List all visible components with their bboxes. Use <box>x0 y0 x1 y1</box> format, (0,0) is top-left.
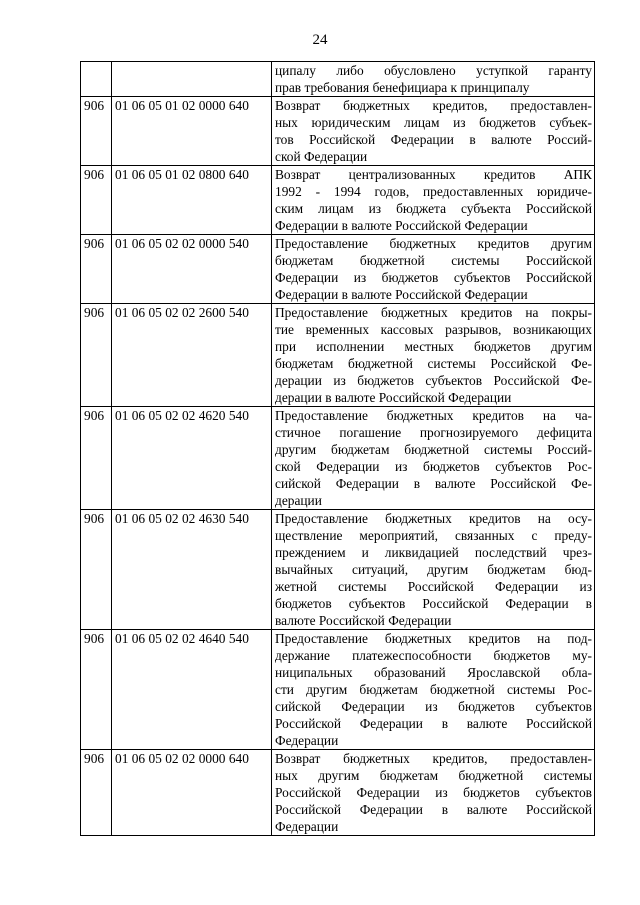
description-line: тие временных кассовых разрывов, возникающих <box>275 322 592 337</box>
table-row <box>81 750 595 836</box>
budget-code-cell: 01 06 05 02 02 4630 540 <box>112 510 272 630</box>
description-cell <box>272 630 595 750</box>
budget-code-cell: 01 06 05 02 02 4640 540 <box>112 630 272 750</box>
description-line: сийской Федерации из бюджетов субъектов <box>275 699 592 714</box>
description-line: Возврат бюджетных кредитов, предоставлен- <box>275 98 592 113</box>
description-line: ществление мероприятий, связанных с преду- <box>275 528 592 543</box>
description-line: ципалу либо обусловлено уступкой гаранту <box>275 63 592 78</box>
budget-code-cell <box>112 62 272 97</box>
description-line: держание платежеспособности бюджетов му- <box>275 648 592 663</box>
description-line: при исполнении местных бюджетов другим <box>275 339 592 354</box>
description-line: Федерации из бюджетов субъектов Российской <box>275 270 592 285</box>
description-line: жетной системы Российской Федерации из <box>275 579 592 594</box>
budget-code-cell: 01 06 05 02 02 4620 540 <box>112 407 272 510</box>
budget-code-cell: 01 06 05 01 02 0800 640 <box>112 166 272 235</box>
description-line: вычайных ситуаций, другим бюджетам бюд- <box>275 562 592 577</box>
description-line: сийской Федерации в валюте Российской Фе- <box>275 476 592 491</box>
description-cell <box>272 304 595 407</box>
table-row <box>81 510 595 630</box>
table-row <box>81 304 595 407</box>
description-line: бюджетам бюджетной системы Российской <box>275 253 592 268</box>
description-cell <box>272 407 595 510</box>
description-line: ниципальных образований Ярославской обла- <box>275 665 592 680</box>
description-line: сти другим бюджетам бюджетной системы Рос- <box>275 682 592 697</box>
description-line: Федерации <box>275 733 339 748</box>
admin-code-cell: 906 <box>81 166 112 235</box>
description-line: Предоставление бюджетных кредитов другим <box>275 236 592 251</box>
table-row <box>81 97 595 166</box>
description-line: преждением и ликвидацией последствий чрез- <box>275 545 592 560</box>
admin-code-cell: 906 <box>81 750 112 836</box>
description-line: Предоставление бюджетных кредитов на под- <box>275 631 592 646</box>
description-line: дерации в валюте Российской Федерации <box>275 390 512 405</box>
description-line: Возврат централизованных кредитов АПК <box>275 167 592 182</box>
description-line: ской Федерации <box>275 149 368 164</box>
description-line: бюджетам бюджетной системы Российской Фе- <box>275 356 592 371</box>
table-row <box>81 630 595 750</box>
budget-code-cell: 01 06 05 02 02 2600 540 <box>112 304 272 407</box>
description-line: 1992 - 1994 годов, предоставленных юридиче- <box>275 184 592 199</box>
description-cell <box>272 62 595 97</box>
admin-code-cell: 906 <box>81 630 112 750</box>
table-row-continuation <box>81 62 595 97</box>
description-line: ных юридическим лицам из бюджетов субъек- <box>275 115 592 130</box>
description-cell <box>272 510 595 630</box>
description-line: стичное погашение прогнозируемого дефицита <box>275 425 592 440</box>
description-cell <box>272 166 595 235</box>
description-line: прав требования бенефициара к принципалу <box>275 80 530 95</box>
description-line: дерации из бюджетов субъектов Российской Фе- <box>275 373 592 388</box>
description-line: Федерации <box>275 819 339 834</box>
description-line: ским лицам из бюджета субъекта Российской <box>275 201 592 216</box>
table-row <box>81 166 595 235</box>
budget-code-cell: 01 06 05 02 02 0000 640 <box>112 750 272 836</box>
description-line: Российской Федерации в валюте Российской <box>275 802 592 817</box>
description-line: Федерации в валюте Российской Федерации <box>275 218 528 233</box>
description-line: Предоставление бюджетных кредитов на осу- <box>275 511 592 526</box>
description-line: тов Российской Федерации в валюте Россий- <box>275 132 592 147</box>
admin-code-cell <box>81 62 112 97</box>
budget-code-cell: 01 06 05 01 02 0000 640 <box>112 97 272 166</box>
admin-code-cell: 906 <box>81 304 112 407</box>
admin-code-cell: 906 <box>81 510 112 630</box>
description-cell <box>272 750 595 836</box>
budget-classification-table <box>80 61 595 836</box>
table-row <box>81 407 595 510</box>
description-line: другим бюджетам бюджетной системы Россий- <box>275 442 592 457</box>
description-line: Предоставление бюджетных кредитов на ча- <box>275 408 592 423</box>
description-line: бюджетов субъектов Российской Федерации в <box>275 596 592 611</box>
description-line: валюте Российской Федерации <box>275 613 452 628</box>
admin-code-cell: 906 <box>81 97 112 166</box>
description-line: Предоставление бюджетных кредитов на покры- <box>275 305 592 320</box>
description-line: Российской Федерации в валюте Российской <box>275 716 592 731</box>
description-line: дерации <box>275 493 322 508</box>
page-number: 24 <box>312 32 328 48</box>
description-line: ской Федерации из бюджетов субъектов Рос- <box>275 459 592 474</box>
admin-code-cell: 906 <box>81 407 112 510</box>
admin-code-cell: 906 <box>81 235 112 304</box>
description-line: Федерации в валюте Российской Федерации <box>275 287 528 302</box>
description-line: ных другим бюджетам бюджетной системы <box>275 768 592 783</box>
table-body <box>81 62 595 836</box>
description-line: Российской Федерации из бюджетов субъектов <box>275 785 592 800</box>
description-cell <box>272 97 595 166</box>
budget-code-cell: 01 06 05 02 02 0000 540 <box>112 235 272 304</box>
description-cell <box>272 235 595 304</box>
table-row <box>81 235 595 304</box>
description-line: Возврат бюджетных кредитов, предоставлен- <box>275 751 592 766</box>
